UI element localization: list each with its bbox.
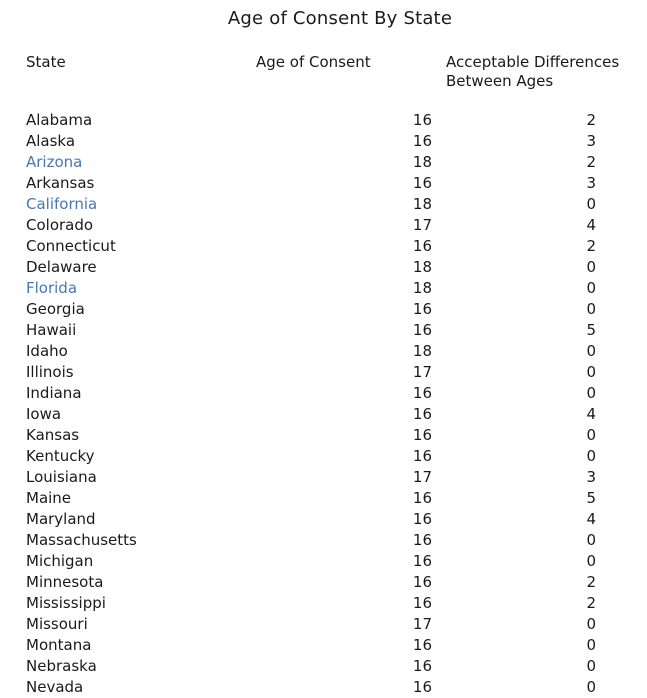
state-name: Kansas	[26, 426, 80, 444]
age-of-consent-value: 16	[412, 489, 432, 507]
age-difference-value: 0	[586, 447, 596, 465]
age-difference-value: 0	[586, 384, 596, 402]
age-of-consent-value: 16	[412, 657, 432, 675]
age-of-consent-value: 16	[412, 111, 432, 129]
column-header-acceptable-differences: Acceptable Differences Between Ages	[446, 53, 620, 90]
table-row	[0, 572, 647, 593]
age-of-consent-value: 16	[412, 552, 432, 570]
age-of-consent-value: 18	[412, 195, 432, 213]
state-name: Louisiana	[26, 468, 97, 486]
table-row	[0, 404, 647, 425]
age-of-consent-value: 16	[412, 531, 432, 549]
table-row	[0, 341, 647, 362]
age-of-consent-value: 18	[412, 258, 432, 276]
table-row	[0, 278, 647, 299]
age-of-consent-value: 17	[412, 615, 432, 633]
age-of-consent-value: 16	[412, 237, 432, 255]
state-link[interactable]: California	[26, 195, 98, 213]
age-difference-value: 0	[586, 279, 596, 297]
state-link[interactable]: Arizona	[26, 153, 83, 171]
state-name: Maryland	[26, 510, 96, 528]
table-row	[0, 110, 647, 131]
state-name: Montana	[26, 636, 92, 654]
age-difference-value: 4	[586, 510, 596, 528]
state-name: Illinois	[26, 363, 74, 381]
age-difference-value: 4	[586, 405, 596, 423]
age-difference-value: 0	[586, 678, 596, 696]
table-row	[0, 551, 647, 572]
age-difference-value: 0	[586, 531, 596, 549]
age-of-consent-value: 16	[412, 594, 432, 612]
age-difference-value: 0	[586, 258, 596, 276]
age-of-consent-value: 18	[412, 153, 432, 171]
age-of-consent-value: 16	[412, 321, 432, 339]
age-difference-value: 4	[586, 216, 596, 234]
age-difference-value: 3	[586, 174, 596, 192]
table-row	[0, 320, 647, 341]
age-difference-value: 0	[586, 195, 596, 213]
age-of-consent-value: 17	[412, 468, 432, 486]
page-title: Age of Consent By State	[227, 8, 453, 29]
state-link[interactable]: Florida	[26, 279, 78, 297]
state-name: Connecticut	[26, 237, 116, 255]
age-of-consent-value: 16	[412, 405, 432, 423]
table-row	[0, 635, 647, 656]
age-difference-value: 2	[586, 594, 596, 612]
age-of-consent-value: 16	[412, 174, 432, 192]
age-of-consent-value: 18	[412, 279, 432, 297]
age-difference-value: 0	[586, 300, 596, 318]
age-difference-value: 2	[586, 573, 596, 591]
state-name: Massachusetts	[26, 531, 137, 549]
age-of-consent-value: 16	[412, 510, 432, 528]
table-row	[0, 383, 647, 404]
table-row	[0, 362, 647, 383]
state-name: Minnesota	[26, 573, 104, 591]
age-difference-value: 0	[586, 363, 596, 381]
age-of-consent-value: 16	[412, 678, 432, 696]
state-name: Mississippi	[26, 594, 106, 612]
table-row	[0, 656, 647, 677]
age-difference-value: 0	[586, 426, 596, 444]
age-of-consent-value: 16	[412, 132, 432, 150]
column-header-age-of-consent: Age of Consent	[256, 53, 371, 71]
age-difference-value: 3	[586, 132, 596, 150]
table-row	[0, 467, 647, 488]
age-difference-value: 5	[586, 321, 596, 339]
age-difference-value: 0	[586, 552, 596, 570]
age-difference-value: 2	[586, 111, 596, 129]
table-row	[0, 509, 647, 530]
age-difference-value: 0	[586, 636, 596, 654]
table-row	[0, 446, 647, 467]
state-name: Michigan	[26, 552, 94, 570]
state-name: Alaska	[26, 132, 76, 150]
age-of-consent-value: 16	[412, 300, 432, 318]
state-table	[0, 110, 647, 698]
age-difference-value: 3	[586, 468, 596, 486]
age-of-consent-value: 17	[412, 363, 432, 381]
age-of-consent-value: 18	[412, 342, 432, 360]
table-row	[0, 236, 647, 257]
table-row	[0, 173, 647, 194]
age-difference-value: 2	[586, 153, 596, 171]
age-difference-value: 0	[586, 657, 596, 675]
table-row	[0, 530, 647, 551]
table-row	[0, 425, 647, 446]
table-row	[0, 152, 647, 173]
table-row	[0, 677, 647, 698]
state-name: Arkansas	[26, 174, 95, 192]
age-of-consent-value: 16	[412, 426, 432, 444]
state-name: Missouri	[26, 615, 88, 633]
state-name: Maine	[26, 489, 72, 507]
table-row	[0, 215, 647, 236]
state-name: Delaware	[26, 258, 97, 276]
age-of-consent-value: 17	[412, 216, 432, 234]
age-of-consent-value: 16	[412, 384, 432, 402]
state-name: Nevada	[26, 678, 84, 696]
age-of-consent-value: 16	[412, 447, 432, 465]
age-difference-value: 0	[586, 342, 596, 360]
state-name: Idaho	[26, 342, 68, 360]
table-row	[0, 131, 647, 152]
age-difference-value: 0	[586, 615, 596, 633]
table-row	[0, 488, 647, 509]
state-name: Nebraska	[26, 657, 97, 675]
state-name: Colorado	[26, 216, 94, 234]
table-row	[0, 257, 647, 278]
table-row	[0, 299, 647, 320]
age-difference-value: 5	[586, 489, 596, 507]
age-difference-value: 2	[586, 237, 596, 255]
table-row	[0, 593, 647, 614]
table-row	[0, 194, 647, 215]
state-name: Alabama	[26, 111, 93, 129]
state-name: Indiana	[26, 384, 82, 402]
column-header-state: State	[26, 53, 66, 71]
table-row	[0, 614, 647, 635]
state-name: Kentucky	[26, 447, 95, 465]
state-name: Iowa	[26, 405, 62, 423]
age-of-consent-value: 16	[412, 573, 432, 591]
state-name: Hawaii	[26, 321, 77, 339]
age-of-consent-value: 16	[412, 636, 432, 654]
state-name: Georgia	[26, 300, 85, 318]
